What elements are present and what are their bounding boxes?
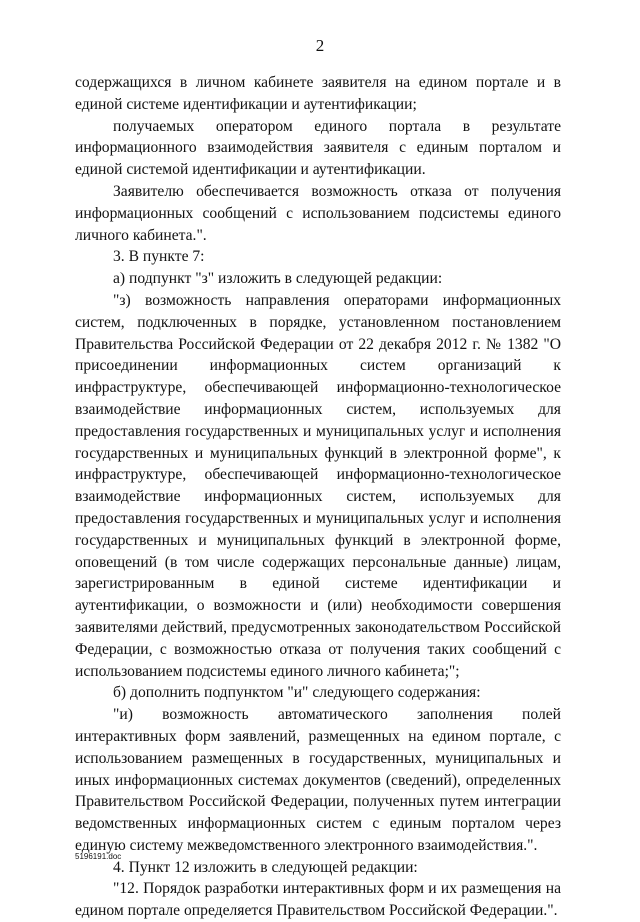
paragraph: 3. В пункте 7: <box>113 248 205 266</box>
paragraph: "и) возможность автоматического заполнения полей интерактивных форм заявлений, размещенных на едином портале, с использованием размещенных в государственных, муниципальных и иных информационных системах документов (сведений), определенных Правительством Российской Федерации, полученных путем интеграции ведомственных информационных систем с единым порталом через единую систему межведомственного электронного взаимодействия.". <box>75 706 561 854</box>
paragraph: 4. Пункт 12 изложить в следующей редакции: <box>113 858 418 876</box>
document-body <box>75 72 561 922</box>
paragraph: "12. Порядок разработки интерактивных форм и их размещения на едином портале определяется Правительством Российской Федерации.". <box>75 880 561 920</box>
paragraph: получаемых оператором единого портала в результате информационного взаимодействия заявителя с единым порталом и единой системой идентификации и аутентификации. <box>75 117 561 179</box>
paragraph: "з) возможность направления операторами информационных систем, подключенных в порядке, установленном постановлением Правительства Российской Федерации от 22 декабря 2012 г. № 1382 "О присоединении информационных систем организаций к инфраструктуре, обеспечивающей информационно-технологическое взаимодействие информационных систем, используемых для предоставления государственных и муниципальных услуг и исполнения государственных и муниципальных функций в электронной форме", к инфраструктуре, обеспечивающей информационно-технологическое взаимодействие информационных систем, используемых для предоставления государственных и муниципальных услуг и исполнения государственных и муниципальных функций в электронной форме, оповещений (в том числе содержащих персональные данные) лицам, зарегистрированным в единой системе идентификации и аутентификации, о возможности и (или) необходимости совершения заявителями действий, предусмотренных законодательством Российской Федерации, с возможностью отказа от получения таких сообщений с использованием подсистемы единого личного кабинета;"; <box>75 291 561 680</box>
paragraph: а) подпункт "з" изложить в следующей редакции: <box>113 270 443 288</box>
paragraph: содержащихся в личном кабинете заявителя на едином портале и в единой системе идентификации и аутентификации; <box>75 74 561 113</box>
page-number: 2 <box>315 36 325 55</box>
document-filename: 5196191.doc <box>75 852 122 861</box>
paragraph: Заявителю обеспечивается возможность отказа от получения информационных сообщений с использованием подсистемы единого личного кабинета.". <box>75 182 561 244</box>
paragraph: б) дополнить подпунктом "и" следующего содержания: <box>113 684 481 702</box>
